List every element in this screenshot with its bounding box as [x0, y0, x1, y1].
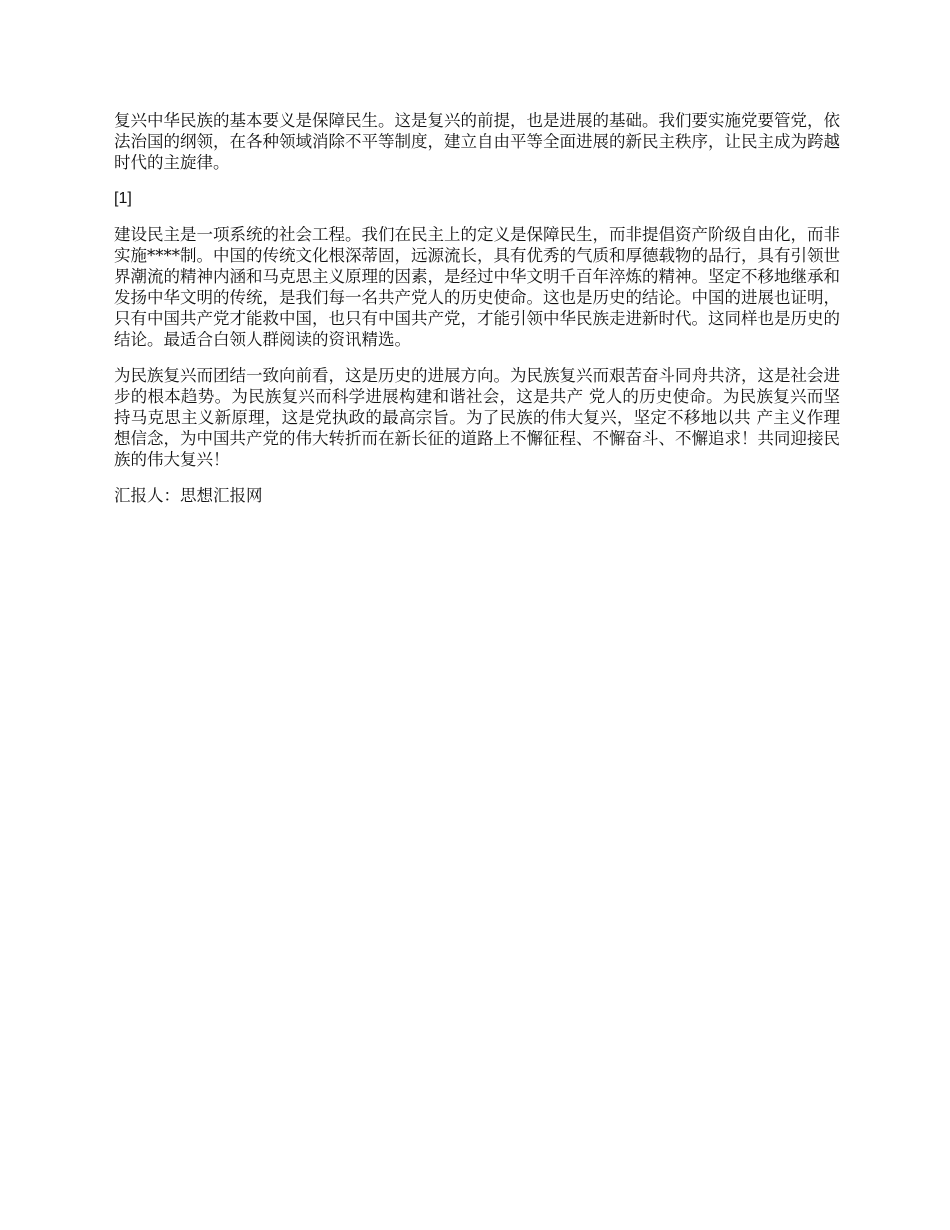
- paragraph-revival: 为民族复兴而团结一致向前看，这是历史的进展方向。为民族复兴而艰苦奋斗同舟共济，这是社会进步的根本趋势。为民族复兴而科学进展构建和谐社会，这是共产 党人的历史使命。为民族复兴而坚持马克思主义新原理，这是党执政的最高宗旨。为了民族的伟大复兴，坚定不移地以共 产主义作理想信念，为中国共产党的伟大转折而在新长征的道路上不懈征程、不懈奋斗、不懈追求！共同迎接民族的伟大复兴！: [114, 366, 840, 469]
- document-body: [114, 110, 840, 506]
- reporter-line: 汇报人：思想汇报网: [114, 486, 263, 505]
- paragraph-intro: 复兴中华民族的基本要义是保障民生。这是复兴的前提，也是进展的基础。我们要实施党要管党，依法治国的纲领，在各种领域消除不平等制度，建立自由平等全面进展的新民主秩序，让民主成为跨越时代的主旋律。: [114, 111, 840, 172]
- paragraph-democracy: 建设民主是一项系统的社会工程。我们在民主上的定义是保障民生，而非提倡资产阶级自由化，而非实施****制。中国的传统文化根深蒂固，远源流长，具有优秀的气质和厚德载物的品行，具有引领世界潮流的精神内涵和马克思主义原理的因素，是经过中华文明千百年淬炼的精神。坚定不移地继承和发扬中华文明的传统，是我们每一名共产党人的历史使命。这也是历史的结论。中国的进展也证明，只有中国共产党才能救中国，也只有中国共产党，才能引领中华民族走进新时代。这同样也是历史的结论。最适合白领人群阅读的资讯精选。: [114, 225, 840, 349]
- reference-marker: [1]: [114, 190, 132, 207]
